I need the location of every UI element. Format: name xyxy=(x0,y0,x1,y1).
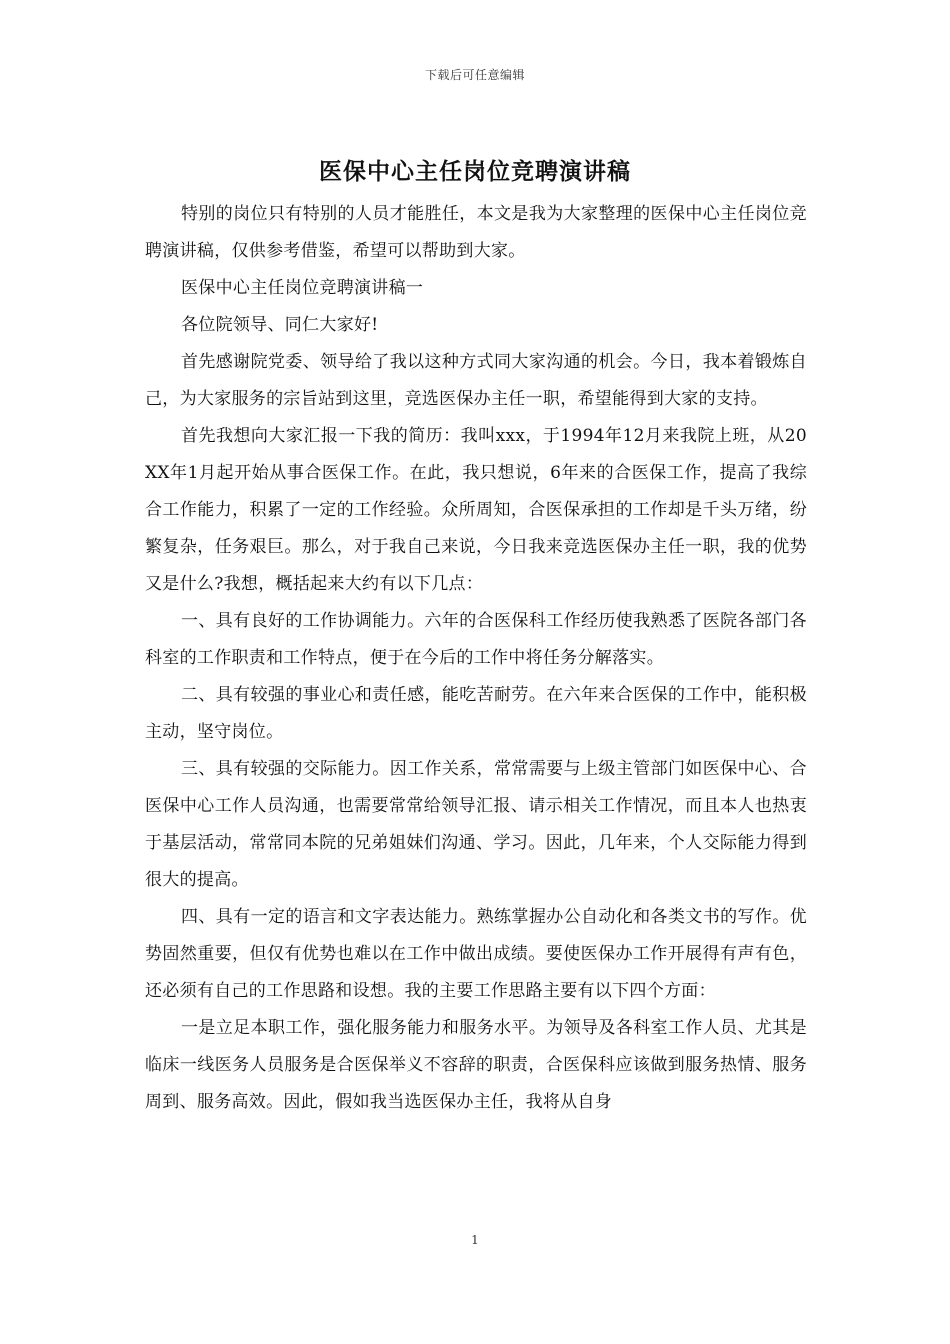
document-title: 医保中心主任岗位竞聘演讲稿 xyxy=(319,158,631,185)
paragraph-point-two: 二、具有较强的事业心和责任感，能吃苦耐劳。在六年来合医保的工作中，能积极主动，坚守岗位。 xyxy=(145,685,807,742)
header-note: 下载后可任意编辑 xyxy=(424,68,525,82)
paragraph-thanks: 首先感谢院党委、领导给了我以这种方式同大家沟通的机会。今日，我本着锻炼自己，为大家服务的宗旨站到这里，竞选医保办主任一职，希望能得到大家的支持。 xyxy=(145,352,807,409)
paragraph-point-four: 四、具有一定的语言和文字表达能力。熟练掌握办公自动化和各类文书的写作。优势固然重要，但仅有优势也难以在工作中做出成绩。要使医保办工作开展得有声有色，还必须有自己的工作思路和设想。我的主要工作思路主要有以下四个方面： xyxy=(145,907,807,1001)
page-number: 1 xyxy=(471,1233,479,1247)
paragraph-greeting: 各位院领导、同仁大家好! xyxy=(181,315,379,335)
document-body xyxy=(145,196,807,1121)
paragraph-resume: 首先我想向大家汇报一下我的简历：我叫xxx，于1994年12月来我院上班，从20XX年1月起开始从事合医保工作。在此，我只想说，6年来的合医保工作，提高了我综合工作能力，积累了一定的工作经验。众所周知，合医保承担的工作却是千头万绪，纷繁复杂，任务艰巨。那么，对于我自己来说，今日我来竞选医保办主任一职，我的优势又是什么?我想，概括起来大约有以下几点： xyxy=(145,426,807,594)
paragraph-plan-one: 一是立足本职工作，强化服务能力和服务水平。为领导及各科室工作人员、尤其是临床一线医务人员服务是合医保举义不容辞的职责，合医保科应该做到服务热情、服务周到、服务高效。因此，假如我当选医保办主任，我将从自身 xyxy=(145,1018,807,1112)
paragraph-section-heading: 医保中心主任岗位竞聘演讲稿一 xyxy=(181,278,424,298)
paragraph-point-one: 一、具有良好的工作协调能力。六年的合医保科工作经历使我熟悉了医院各部门各科室的工作职责和工作特点，便于在今后的工作中将任务分解落实。 xyxy=(145,611,807,668)
paragraph-intro: 特别的岗位只有特别的人员才能胜任，本文是我为大家整理的医保中心主任岗位竞聘演讲稿，仅供参考借鉴，希望可以帮助到大家。 xyxy=(145,204,807,261)
paragraph-point-three: 三、具有较强的交际能力。因工作关系，常常需要与上级主管部门如医保中心、合医保中心工作人员沟通，也需要常常给领导汇报、请示相关工作情况，而且本人也热衷于基层活动，常常同本院的兄弟姐妹们沟通、学习。因此，几年来，个人交际能力得到很大的提高。 xyxy=(145,759,807,890)
